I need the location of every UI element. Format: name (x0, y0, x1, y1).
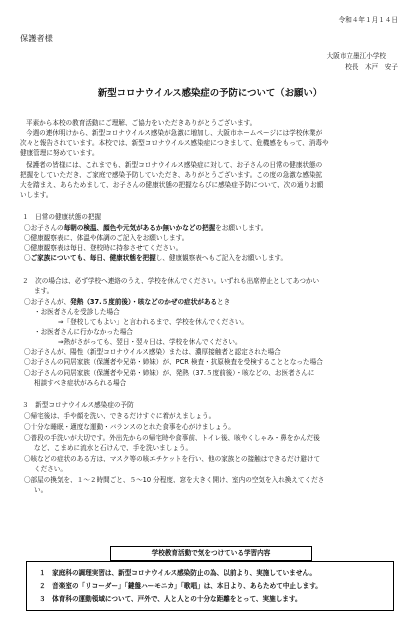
section-3-item: 〇咳などの症状のある方は、マスク等の咳エチケットを行い、他の家族との接触はできるだけ避けて (24, 455, 321, 463)
section-2-item: 〇お子さんが、陽性（新型コロナウイルス感染）または、濃厚接触者と認定された場合 (24, 348, 281, 356)
intro-line: いします。 (20, 191, 53, 199)
section-1-item (24, 223, 267, 233)
school-name: 大阪市立墨江小学校 (326, 52, 386, 60)
item-emphasis: ご家族についても、毎日、健康状態を把握 (30, 254, 156, 262)
item-text: し、健康観察表へもご記入をお願いします。 (155, 254, 288, 262)
addressee: 保護者様 (20, 33, 53, 43)
section-2-item (24, 297, 230, 307)
date: 令和４年１月１４日 (338, 16, 398, 24)
item-text: 〇お子さんの (24, 224, 64, 232)
section-2-item: ・お医者さんを受診した場合 (34, 308, 120, 316)
learning-notes-title: 学校教育活動で気をつけている学習内容 (110, 546, 312, 561)
notes-row: １ 家庭科の調理実習は、新型コロナウイルス感染防止の為、以前より、実施していません。 (39, 569, 316, 577)
section-1-item (24, 253, 287, 263)
section-2-item: ⇒「登校してもよい」と言われるまで、学校を休んでください。 (58, 318, 249, 326)
notes-row: ２ 音楽室の「リコーダー」「鍵盤ハーモニカ」「歌唱」は、本日より、あらためて中止します。 (39, 582, 322, 590)
section-2-item: ⇒熱がさがっても、翌日・翌々日は、学校を休んでください。 (58, 338, 242, 346)
item-text: 〇お子さんが、 (24, 298, 71, 306)
item-emphasis: 毎朝の検温、顔色や元気があるか無いかなどの把握 (63, 224, 216, 232)
section-1-heading: １ 日常の健康状態の把握 (22, 213, 102, 221)
section-2-heading: ます。 (34, 287, 54, 295)
section-1-item: 〇健康観察表に、体温や体調のご記入をお願いします。 (24, 234, 189, 242)
intro-line: 保護者の皆様には、これまでも、新型コロナウイルス感染症に対して、お子さんの日常の健康状態の (26, 161, 323, 169)
section-2-item: ・お医者さんに行かなかった場合 (34, 328, 133, 336)
section-3-item: 〇十分な睡眠・適度な運動・バランスのとれた食事を心がけましょう。 (24, 423, 235, 431)
document-title: 新型コロナウイルス感染症の予防について（お願い） (97, 88, 323, 99)
item-text: とき (217, 298, 231, 306)
section-3-item: 〇部屋の換気を、１～２時間ごと、５～10 分程度、窓を大きく開け、室内の空気を入れ換えてくださ (24, 476, 325, 484)
learning-notes-box (26, 561, 394, 611)
section-3-item: ください。 (34, 465, 67, 473)
intro-line: 今週の連休明けから、新型コロナウイルス感染が急激に増加し、大阪市ホームページには学校休業が (26, 129, 323, 137)
intro-line: 次々と報告されています。本校では、新型コロナウイルス感染症につきまして、危機感をもって、消毒や (20, 139, 329, 147)
principal-name: 校長 木戸 安子 (345, 63, 398, 71)
section-3-heading: ３ 新型コロナウイルス感染症の予防 (22, 401, 134, 409)
section-2-item: 〇お子さんの同居家族（保護者や兄弟・姉妹）が、発熱（37.５度前後）・咳などの、お医者さんに (24, 369, 315, 377)
section-3-item: など、こまめに流水と石けんで、手を洗いましょう。 (34, 444, 193, 452)
section-3-item: 〇普段の手洗いが大切です。外出先からの帰宅時や食事前、トイレ後、咳やくしゃみ・鼻をかんだ後 (24, 434, 320, 442)
notes-row: ３ 体育科の運動領域について、戸外で、人と人との十分な距離をとって、実施します。 (39, 595, 302, 603)
section-1-item: 〇健康観察表は毎日、登校時に持参させてください。 (24, 244, 183, 252)
item-text: 〇 (24, 254, 31, 262)
item-emphasis: 発熱（37.５度前後）・咳などのかぜの症状がある (70, 298, 218, 306)
section-3-item: 〇帰宅後は、手や顔を洗い、できるだけすぐに着がえましょう。 (24, 412, 216, 420)
section-2-heading: ２ 次の場合は、必ず学校へ連絡のうえ、学校を休んでください。いずれも出席停止としてあつかい (22, 277, 320, 285)
item-text: をお願いします。 (215, 224, 268, 232)
intro-line: 健康管理に努めています。 (20, 149, 99, 157)
intro-line: 把握をしていただき、ご家庭で感染予防していただき、ありがとうございます。この度の急激な感染拡 (20, 171, 323, 179)
section-2-item: 相談すべき症状がみられる場合 (34, 379, 127, 387)
section-2-item: 〇お子さんの同居家族（保護者や兄弟・姉妹）が、PCR 検査・抗原検査を受検することとなった場合 (24, 358, 323, 366)
section-3-item: い。 (34, 486, 48, 494)
intro-line: 平素から本校の教育活動にご理解、ご協力をいただきありがとうございます。 (26, 119, 257, 127)
intro-line: 大を踏まえ、あらためまして、お子さんの健康状態の把握ならびに感染症予防について、次の通りお願 (20, 181, 324, 189)
